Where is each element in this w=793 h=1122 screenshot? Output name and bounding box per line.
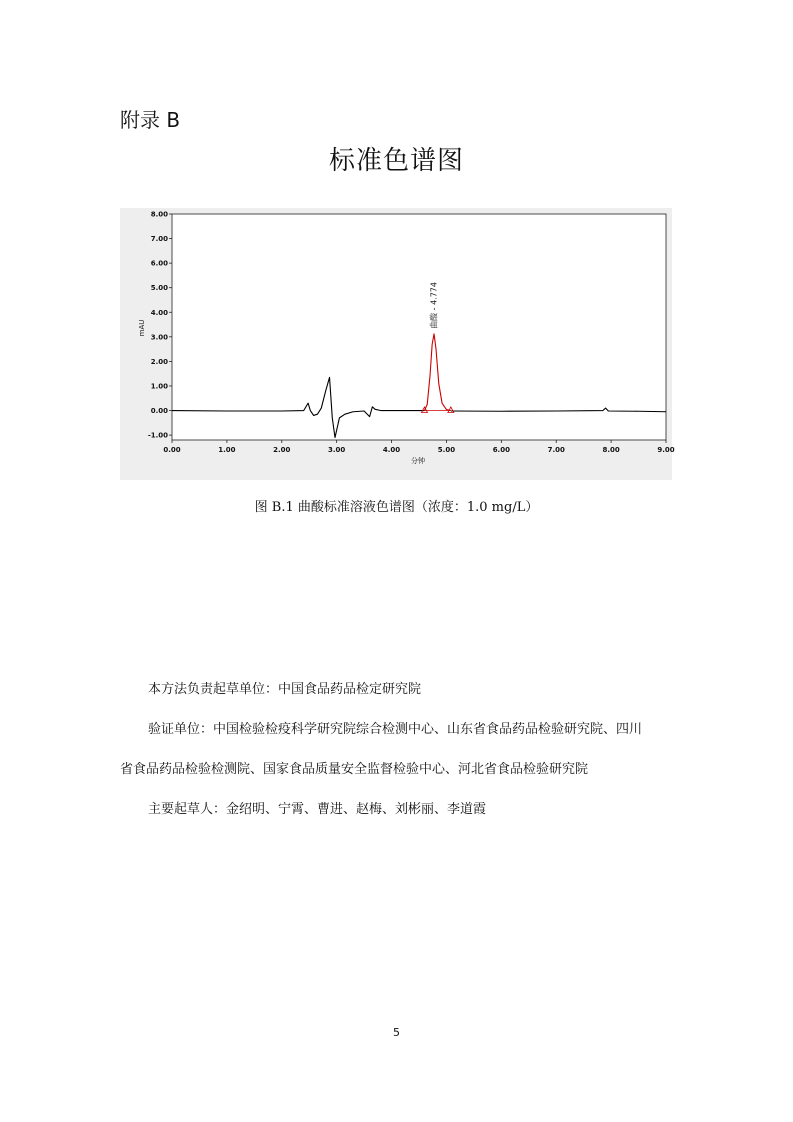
y-tick-label: 0.00 xyxy=(150,407,168,416)
verification-units-line-1: 验证单位：中国检验检疫科学研究院综合检测中心、山东省食品药品检验研究院、四川 xyxy=(148,722,643,737)
x-tick-label: 7.00 xyxy=(547,446,565,454)
x-tick-label: 5.00 xyxy=(437,446,456,454)
y-tick-label: 7.00 xyxy=(150,235,168,244)
y-axis xyxy=(148,211,172,440)
y-tick-label: 3.00 xyxy=(150,333,168,342)
x-tick-label: 8.00 xyxy=(602,446,620,454)
figure-caption: 图 B.1 曲酸标准溶液色谱图（浓度：1.0 mg/L） xyxy=(254,500,539,515)
chromatogram-chart xyxy=(120,208,675,480)
y-axis-label: mAU xyxy=(138,319,146,337)
y-tick-label: 1.00 xyxy=(150,382,168,391)
y-tick-label: 4.00 xyxy=(150,308,168,317)
x-tick-label: 9.00 xyxy=(657,446,675,454)
plot-area xyxy=(172,214,666,440)
verification-units-line-2: 省食品药品检验检测院、国家食品质量安全监督检验中心、河北省食品检验研究院 xyxy=(120,762,589,777)
appendix-heading: 附录 B xyxy=(120,108,181,132)
y-tick-label: 8.00 xyxy=(150,210,168,219)
x-tick-label: 1.00 xyxy=(218,446,236,454)
x-tick-label: 6.00 xyxy=(492,446,510,454)
x-tick-label: 2.00 xyxy=(273,446,291,454)
y-tick-label: -1.00 xyxy=(147,431,168,440)
drafting-unit-paragraph: 本方法负责起草单位：中国食品药品检定研究院 xyxy=(148,682,422,697)
x-axis-label: 分钟 xyxy=(411,457,425,465)
page-title: 标准色谱图 xyxy=(328,146,464,176)
y-tick-label: 6.00 xyxy=(150,259,168,268)
y-tick-label: 2.00 xyxy=(150,357,168,366)
y-tick-label: 5.00 xyxy=(150,284,168,293)
peak-label: 曲酸 - 4.774 xyxy=(429,282,439,329)
x-tick-label: 4.00 xyxy=(382,446,401,454)
x-tick-label: 0.00 xyxy=(163,446,181,454)
main-drafters-paragraph: 主要起草人：金绍明、宁霄、曹进、赵梅、刘彬丽、李道霞 xyxy=(148,802,487,817)
x-axis xyxy=(163,440,674,454)
chromatogram-figure xyxy=(120,208,675,480)
page-number: 5 xyxy=(393,1026,400,1039)
x-tick-label: 3.00 xyxy=(328,446,346,454)
